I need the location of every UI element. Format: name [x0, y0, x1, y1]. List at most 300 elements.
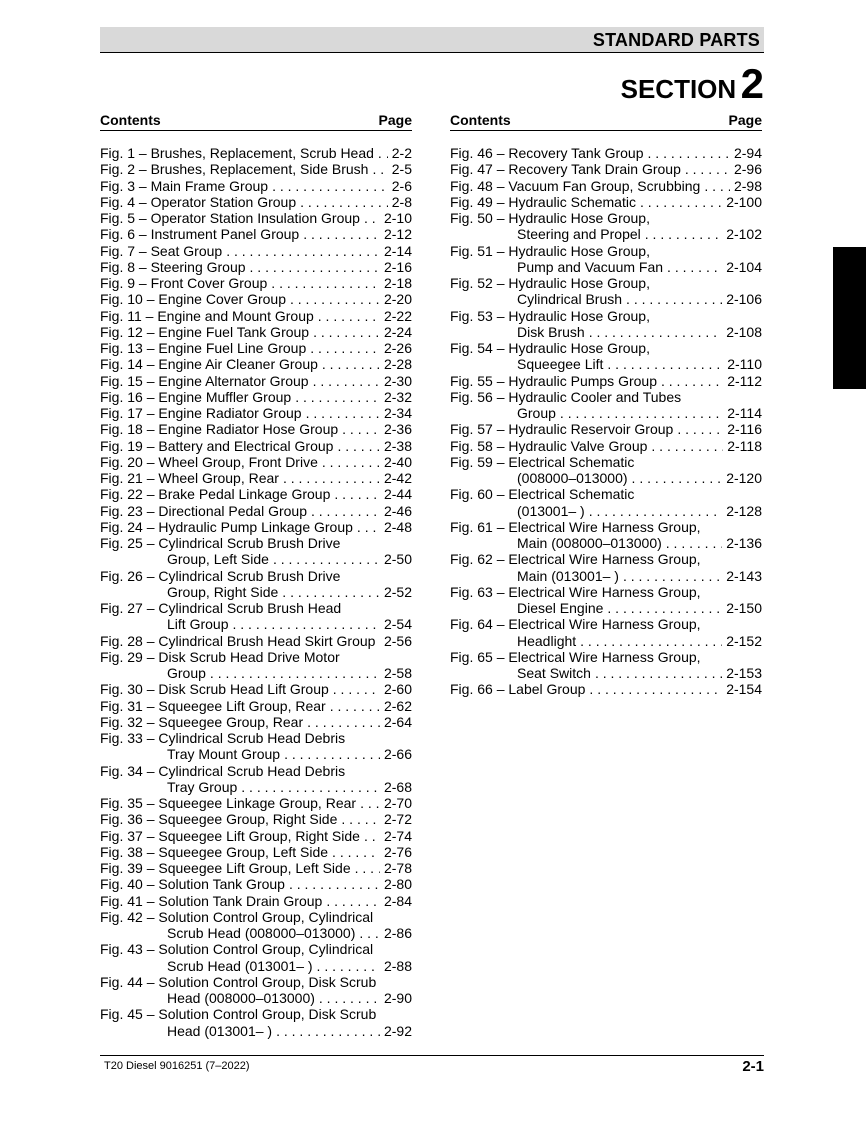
- toc-entry-line: [100, 893, 412, 909]
- toc-entry-line: [100, 811, 412, 827]
- toc-entry-line: [100, 275, 412, 291]
- toc-entry-page: 2-100: [726, 193, 762, 210]
- toc-entry-line: [100, 1006, 412, 1022]
- toc-entry-title: Head (013001– ): [167, 1022, 273, 1039]
- toc-entry-line: [100, 503, 412, 519]
- toc-leader-dots: [607, 600, 722, 616]
- toc-entry-title: Fig. 31 – Squeegee Lift Group, Rear: [100, 697, 326, 714]
- toc-leader-dots: [232, 616, 379, 632]
- toc-entry-line: [450, 259, 762, 275]
- toc-entry-line: [450, 356, 762, 372]
- toc-entry-page: 2-88: [383, 957, 412, 974]
- toc-entry-line: [100, 226, 412, 242]
- toc-leader-dots: [307, 714, 380, 730]
- toc-leader-dots: [273, 551, 380, 567]
- toc-leader-dots: [284, 746, 380, 762]
- toc-entry-title: Diesel Engine: [517, 600, 604, 616]
- toc-entry-line: [100, 958, 412, 974]
- toc-leader-dots: [666, 535, 722, 551]
- toc-entry-page: 2-28: [383, 356, 412, 373]
- toc-entry-line: [450, 665, 762, 681]
- toc-entry-page: 2-80: [383, 876, 412, 893]
- toc-entry-title: Fig. 3 – Main Frame Group: [100, 177, 269, 194]
- toc-leader-dots: [337, 438, 380, 454]
- toc-entry-title: Fig. 24 – Hydraulic Pump Linkage Group: [100, 518, 353, 535]
- toc-entry-title: Fig. 34 – Cylindrical Scrub Head Debris: [100, 762, 346, 779]
- toc-entry-line: [450, 340, 762, 356]
- toc-entry-line: [450, 145, 762, 161]
- toc-entry-line: [450, 308, 762, 324]
- toc-entry-page: 2-26: [383, 340, 412, 356]
- toc-leader-dots: [272, 178, 388, 194]
- toc-entry-line: [100, 633, 412, 649]
- toc-entry-line: [450, 405, 762, 421]
- toc-entry-line: [100, 616, 412, 632]
- toc-leader-dots: [319, 990, 380, 1006]
- toc-leader-dots: [704, 178, 730, 194]
- toc-entry-line: [100, 714, 412, 730]
- toc-leader-dots: [303, 226, 380, 242]
- toc-entry-line: [100, 876, 412, 892]
- toc-entry-page: 2-6: [391, 177, 412, 194]
- toc-entry-line: [100, 389, 412, 405]
- toc-entry-title: Fig. 50 – Hydraulic Hose Group,: [450, 210, 650, 226]
- toc-leader-dots: [360, 795, 380, 811]
- toc-leader-dots: [651, 438, 723, 454]
- toc-leader-dots: [271, 275, 380, 291]
- toc-leader-dots: [226, 243, 380, 259]
- toc-entry-line: [100, 844, 412, 860]
- toc-entry-line: [100, 194, 412, 210]
- toc-entry-title: Fig. 60 – Electrical Schematic: [450, 486, 635, 503]
- toc-entry-line: [450, 470, 762, 486]
- toc-entry-line: [450, 324, 762, 340]
- toc-leader-dots: [295, 389, 380, 405]
- toc-entry-title: Fig. 27 – Cylindrical Scrub Brush Head: [100, 600, 342, 616]
- toc-entry-line: [450, 681, 762, 697]
- toc-entry-title: Steering and Propel: [517, 226, 641, 243]
- toc-entry-line: [100, 730, 412, 746]
- toc-entry-title: Fig. 52 – Hydraulic Hose Group,: [450, 275, 650, 291]
- toc-entry-title: Fig. 18 – Engine Radiator Hose Group: [100, 421, 339, 438]
- toc-leader-dots: [289, 876, 380, 892]
- toc-entry-title: Disk Brush: [517, 323, 585, 340]
- toc-entry-page: 2-16: [383, 258, 412, 275]
- toc-entry-title: Fig. 48 – Vacuum Fan Group, Scrubbing: [450, 177, 701, 194]
- toc-entry-line: [450, 275, 762, 291]
- toc-entry-line: [100, 795, 412, 811]
- toc-entry-line: [450, 210, 762, 226]
- section-word: SECTION: [620, 74, 737, 104]
- toc-leader-dots: [313, 324, 380, 340]
- toc-entry-title: Head (008000–013000): [167, 990, 315, 1006]
- toc-entry-title: Fig. 61 – Electrical Wire Harness Group,: [450, 518, 701, 535]
- toc-entry-page: 2-154: [726, 681, 762, 698]
- toc-entry-line: [100, 925, 412, 941]
- right-toc-list: [450, 145, 762, 698]
- toc-entry-title: Group: [517, 405, 556, 421]
- toc-leader-dots: [332, 844, 380, 860]
- toc-entry-page: 2-102: [726, 226, 762, 243]
- toc-entry-title: Fig. 2 – Brushes, Replacement, Side Brush: [100, 161, 369, 178]
- toc-leader-dots: [560, 405, 723, 421]
- toc-entry-page: 2-98: [733, 177, 762, 194]
- toc-entry-page: 2-136: [726, 535, 762, 551]
- toc-entry-title: Fig. 37 – Squeegee Lift Group, Right Side: [100, 827, 360, 844]
- toc-entry-title: Fig. 17 – Engine Radiator Group: [100, 405, 302, 421]
- toc-entry-page: 2-114: [727, 405, 762, 421]
- toc-leader-dots: [677, 421, 723, 437]
- toc-entry-line: [100, 308, 412, 324]
- toc-entry-title: Fig. 4 – Operator Station Group: [100, 193, 297, 210]
- toc-entry-page: 2-84: [383, 892, 412, 909]
- toc-entry-line: [100, 909, 412, 925]
- left-toc-list: [100, 145, 412, 1039]
- toc-entry-title: Fig. 36 – Squeegee Group, Right Side: [100, 811, 338, 828]
- toc-entry-title: Fig. 16 – Engine Muffler Group: [100, 388, 292, 405]
- toc-entry-title: Fig. 51 – Hydraulic Hose Group,: [450, 242, 650, 259]
- toc-entry-title: Fig. 53 – Hydraulic Hose Group,: [450, 307, 650, 324]
- toc-entry-title: Fig. 49 – Hydraulic Schematic: [450, 193, 636, 210]
- toc-entry-title: Fig. 15 – Engine Alternator Group: [100, 372, 309, 389]
- toc-entry-page: 2-44: [383, 486, 412, 503]
- toc-entry-title: Scrub Head (013001– ): [167, 957, 313, 974]
- toc-entry-line: [100, 860, 412, 876]
- toc-entry-page: 2-62: [383, 697, 412, 714]
- toc-entry-line: [100, 974, 412, 990]
- toc-leader-dots: [326, 893, 380, 909]
- toc-entry-line: [450, 584, 762, 600]
- toc-leader-dots: [580, 633, 722, 649]
- toc-entry-title: Fig. 41 – Solution Tank Drain Group: [100, 892, 323, 909]
- toc-entry-page: 2-10: [383, 210, 412, 226]
- toc-entry-page: 2-54: [383, 616, 412, 633]
- toc-entry-line: [450, 373, 762, 389]
- toc-entry-page: 2-94: [733, 145, 762, 161]
- toc-entry-title: Fig. 62 – Electrical Wire Harness Group,: [450, 551, 701, 568]
- toc-entry-line: [100, 763, 412, 779]
- toc-entry-page: 2-30: [383, 372, 412, 389]
- toc-entry-page: 2-76: [383, 843, 412, 860]
- toc-entry-page: 2-112: [727, 372, 762, 389]
- toc-entry-line: [100, 600, 412, 616]
- toc-entry-title: Fig. 65 – Electrical Wire Harness Group,: [450, 648, 701, 665]
- toc-leader-dots: [589, 681, 722, 697]
- toc-entry-title: Fig. 32 – Squeegee Group, Rear: [100, 713, 304, 730]
- toc-entry-line: [450, 535, 762, 551]
- toc-leader-dots: [334, 486, 380, 502]
- toc-leader-dots: [306, 405, 380, 421]
- toc-entry-line: [450, 243, 762, 259]
- toc-entry-line: [100, 470, 412, 486]
- toc-entry-page: 2-143: [726, 567, 762, 584]
- left-page-label: Page: [378, 112, 412, 128]
- toc-entry-title: Fig. 56 – Hydraulic Cooler and Tubes: [450, 388, 682, 405]
- toc-entry-line: [100, 698, 412, 714]
- toc-leader-dots: [282, 584, 380, 600]
- toc-entry-page: 2-52: [383, 583, 412, 600]
- toc-leader-dots: [364, 828, 380, 844]
- toc-entry-page: 2-32: [383, 388, 412, 405]
- toc-leader-dots: [378, 145, 388, 161]
- footer-rule: [100, 1055, 764, 1056]
- toc-entry-page: 2-24: [383, 323, 412, 340]
- toc-entry-line: [100, 535, 412, 551]
- toc-entry-title: Group: [167, 665, 206, 681]
- toc-entry-line: [450, 551, 762, 567]
- toc-entry-line: [100, 828, 412, 844]
- toc-leader-dots: [250, 259, 380, 275]
- toc-entry-title: Fig. 21 – Wheel Group, Rear: [100, 470, 279, 486]
- toc-entry-title: Group, Left Side: [167, 551, 269, 568]
- toc-entry-page: 2-64: [383, 713, 412, 730]
- toc-entry-line: [450, 454, 762, 470]
- toc-entry-page: 2-108: [726, 323, 762, 340]
- toc-entry-page: 2-152: [726, 632, 762, 649]
- toc-entry-title: Tray Mount Group: [167, 746, 281, 763]
- header-title: STANDARD PARTS: [592, 30, 760, 50]
- toc-entry-line: [100, 210, 412, 226]
- toc-entry-page: 2-34: [383, 405, 412, 421]
- toc-leader-dots: [310, 340, 380, 356]
- toc-leader-dots: [313, 373, 380, 389]
- toc-entry-title: Fig. 9 – Front Cover Group: [100, 275, 268, 291]
- footer-doc-id: T20 Diesel 9016251 (7–2022): [104, 1060, 250, 1072]
- toc-entry-line: [100, 373, 412, 389]
- toc-entry-line: [100, 178, 412, 194]
- toc-entry-line: [100, 324, 412, 340]
- toc-entry-title: Fig. 14 – Engine Air Cleaner Group: [100, 356, 318, 373]
- toc-entry-title: Fig. 57 – Hydraulic Reservoir Group: [450, 421, 674, 438]
- toc-leader-dots: [311, 503, 380, 519]
- toc-entry-line: [100, 145, 412, 161]
- toc-leader-dots: [685, 161, 730, 177]
- toc-leader-dots: [648, 145, 730, 161]
- toc-leader-dots: [359, 925, 380, 941]
- toc-entry-page: 2-86: [383, 925, 412, 941]
- toc-entry-title: Fig. 43 – Solution Control Group, Cylindrical: [100, 941, 374, 958]
- toc-entry-line: [100, 665, 412, 681]
- toc-entry-title: Fig. 46 – Recovery Tank Group: [450, 145, 644, 161]
- toc-entry-title: Group, Right Side: [167, 583, 279, 600]
- toc-entry-title: Fig. 22 – Brake Pedal Linkage Group: [100, 486, 331, 503]
- section-tab-marker: [833, 247, 866, 389]
- toc-entry-title: Fig. 10 – Engine Cover Group: [100, 291, 286, 308]
- toc-leader-dots: [300, 194, 388, 210]
- toc-entry-page: 2-104: [726, 258, 762, 275]
- toc-entry-line: [100, 568, 412, 584]
- toc-entry-line: [100, 941, 412, 957]
- toc-entry-title: Fig. 47 – Recovery Tank Drain Group: [450, 161, 681, 178]
- toc-entry-line: [450, 503, 762, 519]
- toc-entry-title: Fig. 7 – Seat Group: [100, 242, 223, 259]
- toc-entry-title: Fig. 38 – Squeegee Group, Left Side: [100, 843, 329, 860]
- toc-entry-line: [100, 291, 412, 307]
- toc-leader-dots: [357, 519, 380, 535]
- toc-entry-title: Fig. 66 – Label Group: [450, 681, 586, 698]
- toc-leader-dots: [645, 226, 722, 242]
- toc-entry-page: 2-60: [383, 681, 412, 698]
- toc-entry-page: 2-8: [391, 193, 412, 210]
- toc-entry-line: [100, 681, 412, 697]
- toc-leader-dots: [364, 210, 380, 226]
- toc-leader-dots: [379, 633, 380, 649]
- toc-entry-page: 2-68: [383, 778, 412, 795]
- toc-entry-line: [100, 990, 412, 1006]
- toc-entry-title: Fig. 11 – Engine and Mount Group: [100, 307, 314, 324]
- toc-leader-dots: [276, 1023, 380, 1039]
- toc-entry-title: Squeegee Lift: [517, 356, 604, 373]
- toc-entry-line: [100, 486, 412, 502]
- toc-entry-page: 2-128: [726, 502, 762, 519]
- toc-entry-line: [100, 243, 412, 259]
- toc-entry-page: 2-40: [383, 453, 412, 470]
- toc-entry-page: 2-153: [726, 665, 762, 681]
- toc-leader-dots: [667, 259, 722, 275]
- toc-entry-line: [100, 746, 412, 762]
- toc-entry-title: Seat Switch: [517, 665, 591, 681]
- toc-entry-page: 2-92: [383, 1022, 412, 1039]
- toc-leader-dots: [210, 665, 380, 681]
- toc-entry-page: 2-36: [383, 421, 412, 438]
- toc-entry-line: [100, 1023, 412, 1039]
- toc-entry-line: [450, 226, 762, 242]
- toc-entry-line: [100, 438, 412, 454]
- toc-entry-title: Fig. 13 – Engine Fuel Line Group: [100, 340, 307, 356]
- toc-entry-line: [450, 486, 762, 502]
- toc-leader-dots: [589, 503, 722, 519]
- toc-entry-title: Fig. 44 – Solution Control Group, Disk Scrub: [100, 973, 377, 990]
- toc-entry-page: 2-38: [383, 437, 412, 454]
- left-contents-label: Contents: [100, 112, 161, 128]
- toc-entry-title: Fig. 26 – Cylindrical Scrub Brush Drive: [100, 567, 341, 584]
- toc-entry-page: 2-116: [727, 421, 762, 438]
- toc-entry-line: [100, 259, 412, 275]
- toc-entry-page: 2-118: [727, 437, 762, 454]
- toc-leader-dots: [322, 454, 380, 470]
- toc-entry-page: 2-14: [383, 242, 412, 259]
- toc-leader-dots: [589, 324, 723, 340]
- toc-leader-dots: [330, 698, 380, 714]
- toc-entry-title: (008000–013000): [517, 470, 628, 486]
- left-column-header: [100, 112, 412, 131]
- toc-entry-title: Fig. 55 – Hydraulic Pumps Group: [450, 372, 657, 389]
- toc-entry-title: Fig. 54 – Hydraulic Hose Group,: [450, 340, 650, 356]
- toc-entry-line: [450, 600, 762, 616]
- toc-entry-page: 2-46: [383, 502, 412, 519]
- toc-entry-page: 2-106: [726, 291, 762, 308]
- toc-entry-line: [450, 633, 762, 649]
- toc-entry-title: Fig. 30 – Disk Scrub Head Lift Group: [100, 681, 329, 698]
- toc-entry-page: 2-120: [726, 470, 762, 486]
- toc-entry-line: [100, 551, 412, 567]
- toc-leader-dots: [322, 356, 380, 372]
- toc-entry-line: [450, 519, 762, 535]
- toc-entry-title: Tray Group: [167, 778, 238, 795]
- toc-entry-page: 2-12: [383, 226, 412, 243]
- toc-entry-line: [100, 340, 412, 356]
- toc-entry-line: [100, 584, 412, 600]
- toc-entry-page: 2-20: [383, 291, 412, 308]
- toc-entry-title: Fig. 8 – Steering Group: [100, 258, 246, 275]
- toc-entry-page: 2-48: [383, 518, 412, 535]
- toc-entry-title: Fig. 5 – Operator Station Insulation Group: [100, 210, 360, 226]
- toc-leader-dots: [661, 373, 723, 389]
- toc-entry-page: 2-50: [383, 551, 412, 568]
- toc-entry-title: Lift Group: [167, 616, 229, 633]
- toc-entry-page: 2-2: [391, 145, 412, 161]
- toc-entry-title: Fig. 40 – Solution Tank Group: [100, 876, 285, 893]
- toc-entry-line: [100, 779, 412, 795]
- toc-entry-title: Fig. 59 – Electrical Schematic: [450, 453, 635, 470]
- toc-entry-title: Cylindrical Brush: [517, 291, 623, 308]
- toc-entry-title: (013001– ): [517, 502, 585, 519]
- toc-entry-page: 2-78: [383, 860, 412, 876]
- toc-leader-dots: [372, 161, 387, 177]
- toc-entry-page: 2-72: [383, 811, 412, 828]
- toc-entry-line: [450, 161, 762, 177]
- toc-leader-dots: [640, 194, 722, 210]
- toc-entry-page: 2-42: [383, 470, 412, 486]
- toc-entry-line: [100, 405, 412, 421]
- toc-entry-title: Fig. 19 – Battery and Electrical Group: [100, 437, 334, 454]
- toc-entry-title: Fig. 1 – Brushes, Replacement, Scrub Head: [100, 145, 374, 161]
- toc-entry-line: [100, 519, 412, 535]
- toc-leader-dots: [623, 568, 722, 584]
- toc-entry-page: 2-74: [383, 827, 412, 844]
- toc-entry-line: [100, 649, 412, 665]
- toc-entry-title: Main (008000–013000): [517, 535, 662, 551]
- toc-entry-title: Main (013001– ): [517, 567, 619, 584]
- toc-entry-line: [450, 616, 762, 632]
- toc-entry-page: 2-90: [383, 990, 412, 1006]
- toc-entry-title: Fig. 58 – Hydraulic Valve Group: [450, 437, 648, 454]
- right-page-label: Page: [728, 112, 762, 128]
- toc-leader-dots: [333, 681, 380, 697]
- toc-entry-title: Scrub Head (008000–013000): [167, 925, 356, 941]
- toc-entry-title: Fig. 45 – Solution Control Group, Disk Scrub: [100, 1006, 377, 1023]
- section-number: 2: [740, 60, 764, 107]
- toc-entry-title: Pump and Vacuum Fan: [517, 258, 664, 275]
- toc-entry-line: [450, 568, 762, 584]
- toc-entry-title: Fig. 63 – Electrical Wire Harness Group,: [450, 583, 701, 600]
- toc-entry-title: Fig. 6 – Instrument Panel Group: [100, 226, 300, 243]
- toc-leader-dots: [241, 779, 380, 795]
- toc-leader-dots: [595, 665, 722, 681]
- toc-entry-page: 2-58: [383, 665, 412, 681]
- toc-entry-title: Fig. 29 – Disk Scrub Head Drive Motor: [100, 648, 340, 665]
- toc-leader-dots: [607, 356, 723, 372]
- toc-entry-page: 2-22: [383, 307, 412, 324]
- toc-entry-line: [450, 291, 762, 307]
- toc-entry-line: [100, 356, 412, 372]
- header-bar: [100, 27, 764, 53]
- toc-leader-dots: [317, 958, 380, 974]
- toc-entry-line: [450, 649, 762, 665]
- toc-entry-title: Fig. 28 – Cylindrical Brush Head Skirt Group: [100, 632, 376, 649]
- toc-entry-line: [450, 389, 762, 405]
- toc-entry-line: [100, 454, 412, 470]
- toc-leader-dots: [355, 860, 380, 876]
- toc-entry-title: Fig. 12 – Engine Fuel Tank Group: [100, 323, 310, 340]
- toc-entry-title: Fig. 39 – Squeegee Lift Group, Left Side: [100, 860, 351, 876]
- toc-entry-line: [450, 194, 762, 210]
- toc-leader-dots: [341, 811, 380, 827]
- toc-entry-title: Fig. 20 – Wheel Group, Front Drive: [100, 453, 318, 470]
- right-contents-label: Contents: [450, 112, 511, 128]
- toc-leader-dots: [283, 470, 380, 486]
- toc-entry-title: Fig. 42 – Solution Control Group, Cylindrical: [100, 908, 374, 925]
